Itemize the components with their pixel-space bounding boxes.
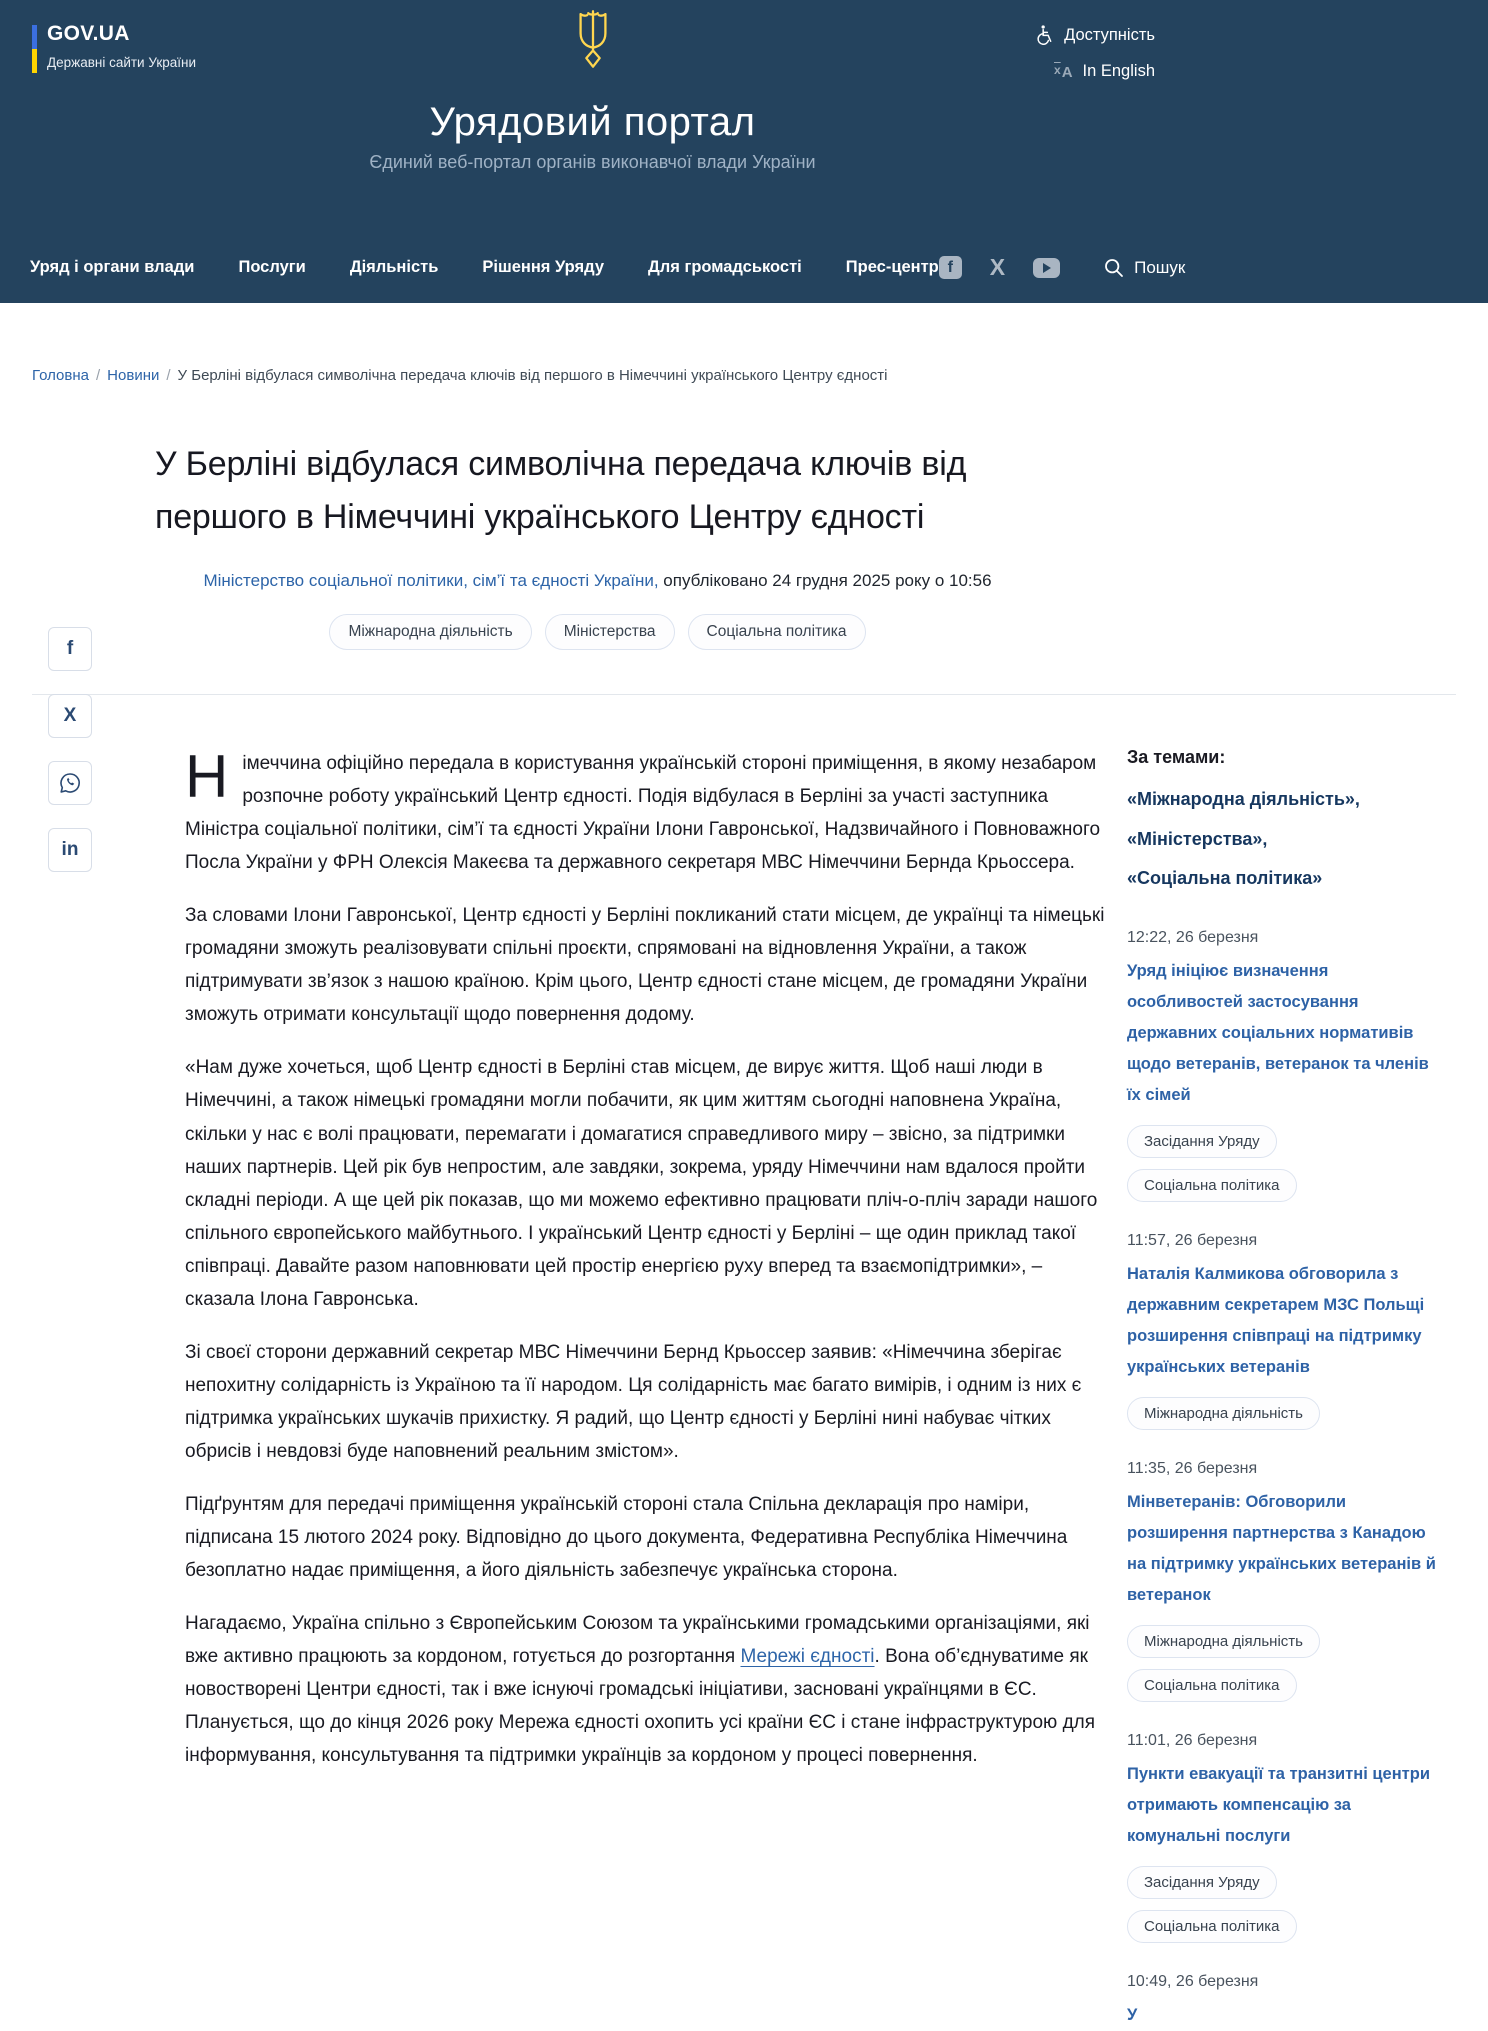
news-time: 10:49, 26 березня — [1127, 1973, 1259, 1991]
news-title-link[interactable]: Пункти евакуації та транзитні центри отримають компенсацію за комунальні послуги — [1127, 1765, 1430, 1846]
news-item — [1127, 1973, 1445, 2031]
unity-network-link[interactable]: Мережі єдності — [740, 1646, 875, 1668]
search-button[interactable] — [1104, 258, 1185, 278]
news-time: 11:01, 26 березня — [1127, 1732, 1258, 1750]
paragraph: Нагадаємо, Україна спільно з Європейським Союзом та українськими громадськими організаціями, які вже активно працюють за кордоном, готується до розгортання Мережі єдності. Вона об’єднуватиме як новостворені Центри єдності, так і вже існуючі громадські ініціативи, засновані українцями в ЄС. Планується, що до кінця 2026 року Мережа єдності охопить усі країни ЄС і стане інфраструктурою для інформування, консультування та підтримки українців за кордоном у процесі повернення. — [185, 1613, 1096, 1767]
share-whatsapp-icon[interactable] — [48, 761, 92, 805]
news-item — [1127, 1232, 1445, 1430]
news-tag[interactable]: Соціальна політика — [1127, 1669, 1297, 1702]
news-tag[interactable]: Соціальна політика — [1127, 1169, 1297, 1202]
nav-item-decisions[interactable]: Рішення Уряду — [482, 258, 604, 276]
nav-item-government[interactable]: Уряд і органи влади — [30, 258, 195, 276]
news-time: 11:57, 26 березня — [1127, 1231, 1258, 1249]
publish-date: опубліковано 24 грудня 2025 року о 10:56 — [658, 571, 992, 591]
paragraph: Німеччина офіційно передала в користування українській стороні приміщення, в якому незабаром розпочне роботу український Центр єдності. Подія відбулася в Берліні за участі заступника Міністра соціальної політики, сім’ї та єдності України Ілони Гавронської, Надзвичайного і Повноважного Посла України у ФРН Олексія Макеєва та державного секретаря МВС Німеччини Бернда Крьоссера. — [185, 743, 1101, 874]
topics-title: За темами: — [1127, 747, 1226, 768]
sidebar — [1127, 747, 1445, 2031]
wheelchair-icon — [1034, 24, 1054, 46]
x-twitter-icon[interactable]: X — [989, 254, 1006, 280]
paragraph: За словами Ілони Гавронської, Центр єдності у Берліні покликаний стати місцем, де українці та німецькі громадяни зможуть реалізовувати спільні проєкти, спрямовані на відновлення України, а також підтримувати зв’язок з нашою країною. Крім цього, Центр єдності стане місцем, де громадяни України зможуть отримати консультації щодо повернення додому. — [185, 905, 1105, 1026]
news-item — [1127, 1460, 1445, 1702]
breadcrumb: Головна / Новини / У Берліні відбулася символічна передача ключів від першого в Німеччині українського Центру єдності — [32, 367, 888, 384]
topic-link-international[interactable]: «Міжнародна діяльність», — [1127, 789, 1360, 810]
news-title-link[interactable]: Уряд ініціює визначення особливостей застосування державних соціальних нормативів щодо ветеранів, ветеранок та членів їх сімей — [1127, 961, 1429, 1104]
news-title-link[interactable]: Наталія Калмикова обговорила з державним секретарем МЗС Польщі розширення співпраці на підтримку українських ветеранів — [1127, 1264, 1425, 1376]
language-switch[interactable] — [1054, 62, 1155, 81]
govua-logo-title: GOV.UA — [47, 22, 130, 45]
news-tag[interactable]: Засідання Уряду — [1127, 1866, 1277, 1899]
news-time: 11:35, 26 березня — [1127, 1459, 1258, 1477]
dropcap: Н — [185, 743, 229, 811]
news-time: 12:22, 26 березня — [1127, 928, 1259, 946]
share-rail — [48, 627, 92, 872]
nav-item-public[interactable]: Для громадськості — [648, 258, 802, 276]
accessibility-label: Доступність — [1064, 25, 1155, 44]
portal-subtitle: Єдиний веб-портал органів виконавчої влади України — [369, 152, 816, 172]
govua-logo[interactable] — [32, 22, 196, 73]
share-facebook-icon[interactable]: f — [48, 627, 92, 671]
youtube-icon[interactable] — [1033, 258, 1060, 278]
divider — [32, 694, 1456, 695]
paragraph: «Нам дуже хочеться, щоб Центр єдності в Берліні став місцем, де вирує життя. Щоб наші люди в Німеччині, а також німецькі громадяни могли побачити, як цим життям сьогодні наповнена Україна, скільки у нас є волі працювати, перемагати і домагатися справедливого миру – звісно, за підтримки наших партнерів. Цей рік був непростим, але завдяки, зокрема, уряду Німеччини нам вдалося пройти складні періоди. А ще цей рік показав, що ми можемо ефективно працювати пліч-о-пліч заради нашого спільного європейського майбутнього. І український Центр єдності у Берліні – ще один приклад такої співпраці. Давайте разом наповнювати цей простір енергією руху вперед та взаємопідтримки», – сказала Ілона Гавронська. — [185, 1057, 1098, 1310]
ukraine-flag-bar-icon — [32, 25, 37, 73]
topic-link-social[interactable]: «Соціальна політика» — [1127, 868, 1323, 889]
nav-item-activity[interactable]: Діяльність — [349, 258, 439, 276]
portal-title: Урядовий портал — [429, 100, 756, 144]
govua-logo-subtitle: Державні сайти України — [47, 55, 196, 70]
trident-emblem-icon — [572, 8, 614, 70]
topic-link-ministries[interactable]: «Міністерства», — [1127, 828, 1268, 849]
tag-international[interactable]: Міжнародна діяльність — [329, 614, 531, 650]
news-title-link[interactable]: Мінветеранів: Обговорили розширення партнерства з Канадою на підтримку українських ветеранів й ветеранок — [1127, 1492, 1436, 1605]
news-item — [1127, 1732, 1445, 1943]
search-icon — [1104, 258, 1124, 278]
news-item — [1127, 929, 1445, 1202]
ministry-link[interactable]: Міністерство соціальної політики, сім’ї та єдності України, — [203, 571, 659, 591]
breadcrumb-home[interactable]: Головна — [32, 367, 89, 384]
tag-social-policy[interactable]: Соціальна політика — [688, 614, 866, 650]
site-header — [0, 0, 1488, 303]
language-label: In English — [1082, 62, 1155, 80]
search-label: Пошук — [1134, 257, 1186, 277]
nav-item-services[interactable]: Послуги — [238, 258, 306, 276]
paragraph: Підґрунтям для передачі приміщення українській стороні стала Спільна декларація про наміри, підписана 15 лютого 2024 року. Відповідно до цього документа, Федеративна Республіка Німеччина безоплатно надає приміщення, а його діяльність забезпечує українська сторона. — [185, 1494, 1068, 1582]
news-tag[interactable]: Міжнародна діяльність — [1127, 1397, 1320, 1430]
facebook-icon[interactable]: f — [939, 256, 962, 279]
news-tag[interactable]: Міжнародна діяльність — [1127, 1625, 1320, 1658]
article-body — [185, 743, 1110, 2031]
nav-item-press[interactable]: Прес-центр — [845, 258, 939, 276]
accessibility-link[interactable] — [1034, 24, 1155, 46]
tag-ministries[interactable]: Міністерства — [545, 614, 675, 650]
news-title-link[interactable]: У — [1127, 2006, 1138, 2025]
news-tag[interactable]: Соціальна політика — [1127, 1910, 1297, 1943]
breadcrumb-news[interactable]: Новини — [107, 367, 160, 384]
share-x-icon[interactable]: X — [48, 694, 92, 738]
main-nav — [30, 254, 1186, 281]
news-tag[interactable]: Засідання Уряду — [1127, 1125, 1277, 1158]
breadcrumb-current: У Берліні відбулася символічна передача ключів від першого в Німеччині українського Центру єдності — [177, 367, 888, 384]
article-meta — [155, 571, 1040, 591]
paragraph: Зі своєї сторони державний секретар МВС Німеччини Бернд Крьоссер заявив: «Німеччина зберігає непохитну солідарність із Україною та її народом. Ця солідарність має багато вимірів, і одним із них є підтримка українських шукачів прихистку. Я радий, що Центр єдності у Берліні нині набуває чітких обрисів і невдовзі буде наповнений реальним змістом». — [185, 1341, 1082, 1462]
translate-icon: x A — [1054, 63, 1073, 81]
share-linkedin-icon[interactable]: in — [48, 828, 92, 872]
article-tags — [155, 614, 1040, 650]
page-title: У Берліні відбулася символічна передача ключів від першого в Німеччині українського Центру єдності — [155, 445, 967, 537]
